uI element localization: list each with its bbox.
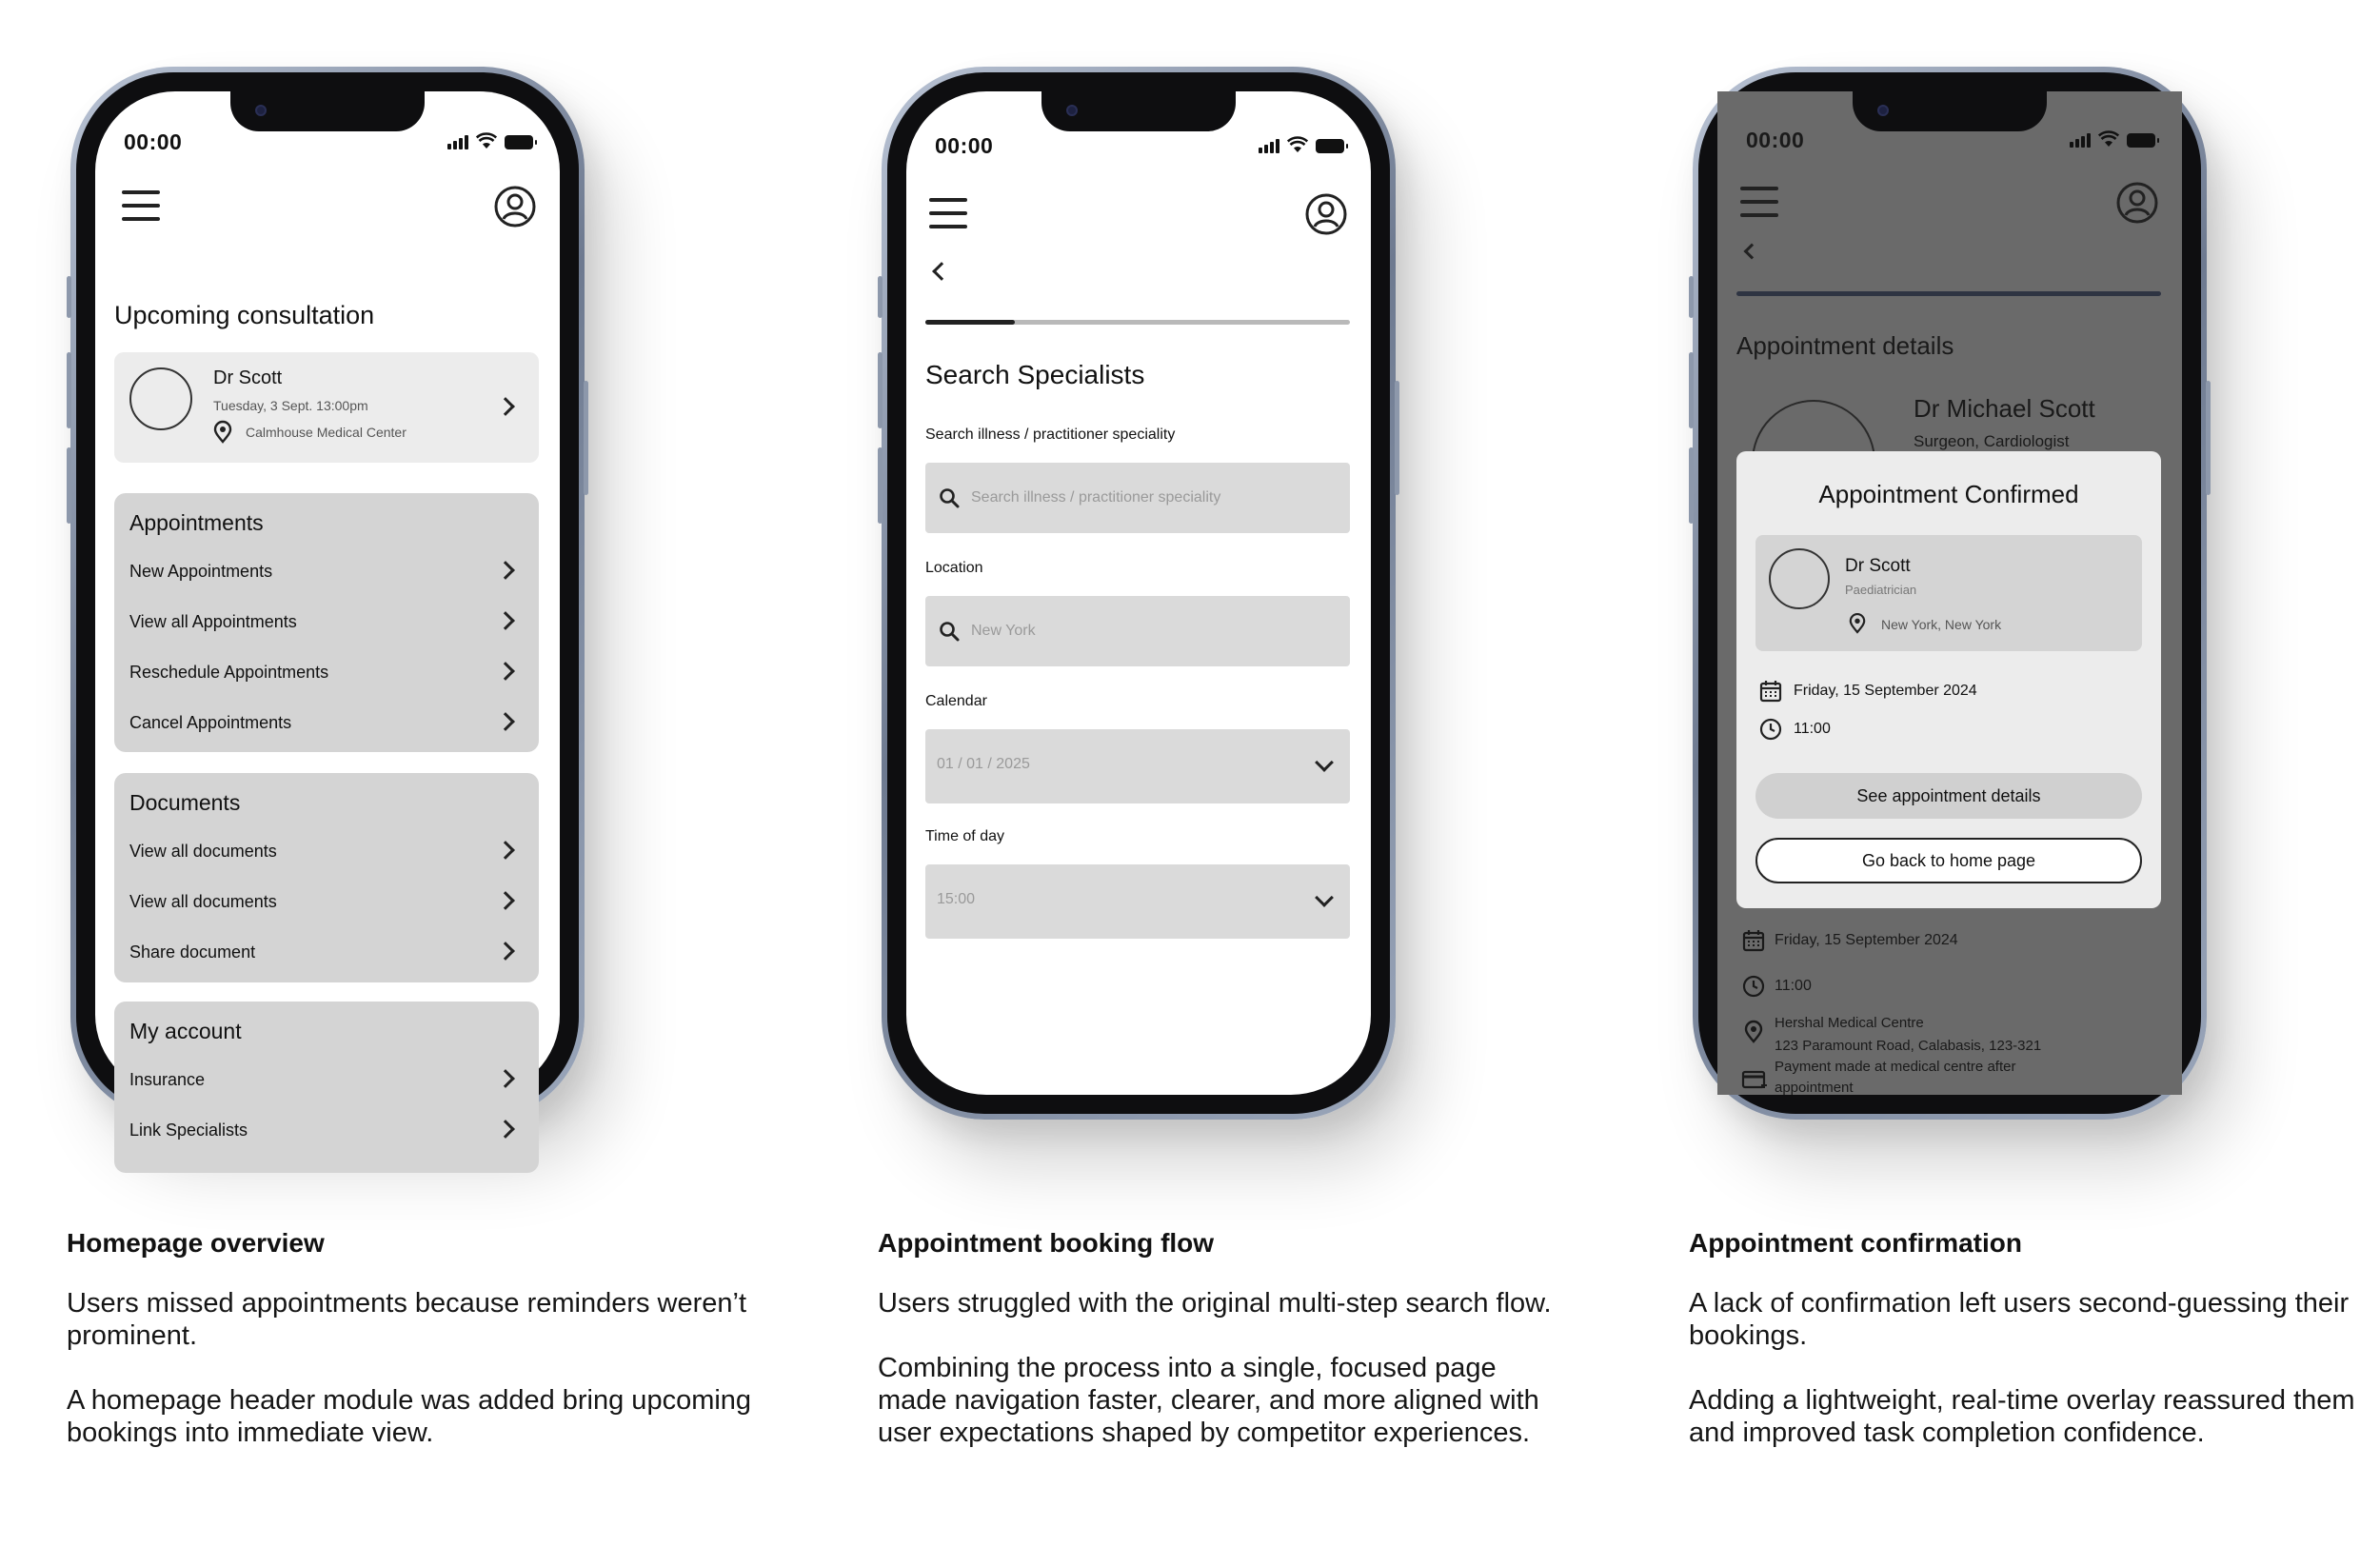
- status-icons: [447, 133, 533, 149]
- caption-title: Appointment booking flow: [878, 1228, 1215, 1258]
- group-title: Appointments: [129, 510, 264, 535]
- search-specialists-title: Search Specialists: [925, 360, 1145, 389]
- hamburger-menu-icon[interactable]: [1740, 187, 1778, 217]
- side-button: [2206, 381, 2211, 495]
- confirmed-doctor-card: [1755, 535, 2142, 651]
- signal-icon: [1259, 138, 1279, 153]
- my-account-group: [114, 1002, 539, 1173]
- row-label: Insurance: [129, 1070, 206, 1089]
- side-button: [878, 276, 883, 318]
- caption-paragraph: Users struggled with the original multi-step search flow.: [878, 1288, 1552, 1319]
- caption-paragraph: Users missed appointments because reminders weren’t prominent.: [67, 1288, 747, 1351]
- row-label: Share document: [129, 942, 256, 962]
- notch: [230, 91, 425, 131]
- modal-title: Appointment Confirmed: [1818, 480, 2079, 508]
- camera-icon: [1066, 105, 1078, 116]
- clock-icon: [1742, 975, 1765, 998]
- chevron-right-icon: [496, 1069, 515, 1088]
- search-field-label: Search illness / practitioner speciality: [925, 426, 1176, 443]
- time-field-label: Time of day: [925, 828, 1004, 844]
- status-icons: [2070, 131, 2155, 148]
- confirmed-doctor-name: Dr Scott: [1845, 556, 1911, 576]
- calendar-field-label: Calendar: [925, 693, 987, 709]
- see-appointment-details-button[interactable]: See appointment details: [1755, 773, 2142, 819]
- chevron-right-icon: [496, 712, 515, 731]
- signal-icon: [447, 134, 468, 149]
- detail-date: Friday, 15 September 2024: [1775, 932, 1958, 948]
- group-title: My account: [129, 1019, 242, 1043]
- caption-paragraph: A homepage header module was added bring upcoming bookings into immediate view.: [67, 1385, 752, 1448]
- caption-title: Appointment confirmation: [1689, 1228, 2022, 1258]
- phone-booking-flow: [882, 67, 1396, 1120]
- phone-homepage: [70, 67, 585, 1140]
- booking-screen: [906, 91, 1371, 1095]
- search-icon: [939, 487, 960, 508]
- detail-payment-line2: appointment: [1775, 1080, 1854, 1096]
- battery-icon: [2127, 133, 2155, 148]
- appointment-confirmed-modal: [1736, 451, 2161, 908]
- location-pin-icon: [213, 421, 232, 444]
- progress-bar-complete: [1736, 291, 2161, 296]
- wifi-icon: [1287, 137, 1308, 153]
- battery-icon: [505, 135, 533, 149]
- chevron-down-icon: [1315, 753, 1334, 772]
- location-field-label: Location: [925, 560, 983, 576]
- row-label: Cancel Appointments: [129, 713, 292, 732]
- hamburger-menu-icon[interactable]: [122, 190, 160, 221]
- confirmed-time: 11:00: [1794, 721, 1831, 737]
- chevron-right-icon: [496, 1120, 515, 1139]
- wifi-icon: [476, 133, 497, 149]
- consult-location: Calmhouse Medical Center: [246, 425, 407, 440]
- confirmed-specialty: Paediatrician: [1845, 583, 1917, 597]
- search-input[interactable]: [925, 463, 1350, 533]
- side-button: [1689, 447, 1694, 524]
- chevron-right-icon: [496, 611, 515, 630]
- back-chevron-icon[interactable]: [932, 262, 951, 281]
- calendar-icon: [1742, 929, 1765, 952]
- side-button: [1689, 352, 1694, 428]
- caption-title: Homepage overview: [67, 1228, 325, 1258]
- appointment-details-title: Appointment details: [1736, 331, 1954, 360]
- detail-time: 11:00: [1775, 978, 1812, 994]
- time-value: 15:00: [937, 891, 976, 907]
- chevron-right-icon: [496, 942, 515, 961]
- notch: [1041, 91, 1236, 131]
- row-label: View all documents: [129, 892, 277, 911]
- status-icons: [1259, 137, 1344, 153]
- row-label: Reschedule Appointments: [129, 663, 329, 682]
- profile-icon[interactable]: [1304, 192, 1348, 236]
- appointments-group: [114, 493, 539, 752]
- chevron-right-icon: [496, 891, 515, 910]
- caption-booking-flow: [878, 1228, 1563, 1481]
- battery-icon: [1316, 139, 1344, 153]
- location-pin-icon: [1849, 613, 1866, 634]
- location-pin-icon: [1744, 1021, 1763, 1043]
- doctor-name: Dr Michael Scott: [1914, 394, 2095, 423]
- caption-confirmation: [1689, 1228, 2374, 1481]
- caption-homepage: [67, 1228, 752, 1481]
- search-placeholder: Search illness / practitioner speciality: [971, 489, 1221, 506]
- location-placeholder: New York: [971, 623, 1036, 639]
- detail-address-line1: Hershal Medical Centre: [1775, 1015, 1924, 1031]
- documents-group: [114, 773, 539, 982]
- row-label: Link Specialists: [129, 1121, 248, 1140]
- signal-icon: [2070, 132, 2091, 148]
- profile-icon[interactable]: [2115, 181, 2159, 225]
- confirmed-location: New York, New York: [1881, 617, 2002, 632]
- profile-icon[interactable]: [493, 185, 537, 228]
- side-button: [878, 352, 883, 428]
- side-button: [1395, 381, 1399, 495]
- chevron-right-icon: [496, 561, 515, 580]
- doctor-avatar: [129, 367, 192, 430]
- status-time: 00:00: [1746, 128, 1805, 152]
- hamburger-menu-icon[interactable]: [929, 198, 967, 228]
- phone-confirmation: [1693, 67, 2207, 1120]
- calendar-icon: [1759, 680, 1782, 703]
- row-label: New Appointments: [129, 562, 273, 581]
- chevron-right-icon: [496, 662, 515, 681]
- credit-card-icon: [1742, 1070, 1767, 1091]
- side-button: [1689, 276, 1694, 318]
- notch: [1853, 91, 2047, 131]
- row-label: View all Appointments: [129, 612, 297, 631]
- side-button: [878, 447, 883, 524]
- search-icon: [939, 621, 960, 642]
- consult-datetime: Tuesday, 3 Sept. 13:00pm: [213, 398, 368, 413]
- confirmed-date: Friday, 15 September 2024: [1794, 683, 1977, 699]
- caption-paragraph: Adding a lightweight, real-time overlay reassured them and improved task completion confidence.: [1689, 1385, 2355, 1448]
- status-time: 00:00: [124, 129, 183, 154]
- row-label: View all documents: [129, 842, 277, 861]
- wifi-icon: [2098, 131, 2119, 148]
- side-button: [584, 381, 588, 495]
- time-of-day-select[interactable]: [925, 864, 1350, 939]
- camera-icon: [1877, 105, 1889, 116]
- confirmation-screen: [1717, 91, 2182, 1095]
- upcoming-consultation-heading: Upcoming consultation: [114, 301, 375, 329]
- homepage-screen: [95, 91, 560, 1140]
- doctor-avatar: [1769, 548, 1830, 609]
- clock-icon: [1759, 718, 1782, 741]
- detail-address-line2: 123 Paramount Road, Calabasis, 123-321: [1775, 1038, 2042, 1054]
- caption-paragraph: Combining the process into a single, focused page made navigation faster, clearer, and more aligned with user expectations shaped by competitor experiences.: [878, 1353, 1539, 1448]
- chevron-right-icon: [496, 397, 515, 416]
- upcoming-consultation-card[interactable]: [114, 352, 539, 463]
- side-button: [67, 276, 71, 318]
- progress-bar: [925, 320, 1350, 325]
- detail-payment-line1: Payment made at medical centre after: [1775, 1059, 2016, 1075]
- consult-doctor-name: Dr Scott: [213, 367, 283, 388]
- calendar-value: 01 / 01 / 2025: [937, 756, 1030, 772]
- status-time: 00:00: [935, 133, 994, 158]
- go-back-home-button[interactable]: Go back to home page: [1755, 838, 2142, 883]
- doctor-role: Surgeon, Cardiologist: [1914, 432, 2070, 450]
- side-button: [67, 447, 71, 524]
- chevron-down-icon: [1315, 888, 1334, 907]
- calendar-select[interactable]: [925, 729, 1350, 803]
- camera-icon: [255, 105, 267, 116]
- location-input[interactable]: [925, 596, 1350, 666]
- group-title: Documents: [129, 790, 241, 815]
- side-button: [67, 352, 71, 428]
- chevron-right-icon: [496, 841, 515, 860]
- progress-fill: [925, 320, 1015, 325]
- caption-paragraph: A lack of confirmation left users second-guessing their bookings.: [1689, 1288, 2350, 1351]
